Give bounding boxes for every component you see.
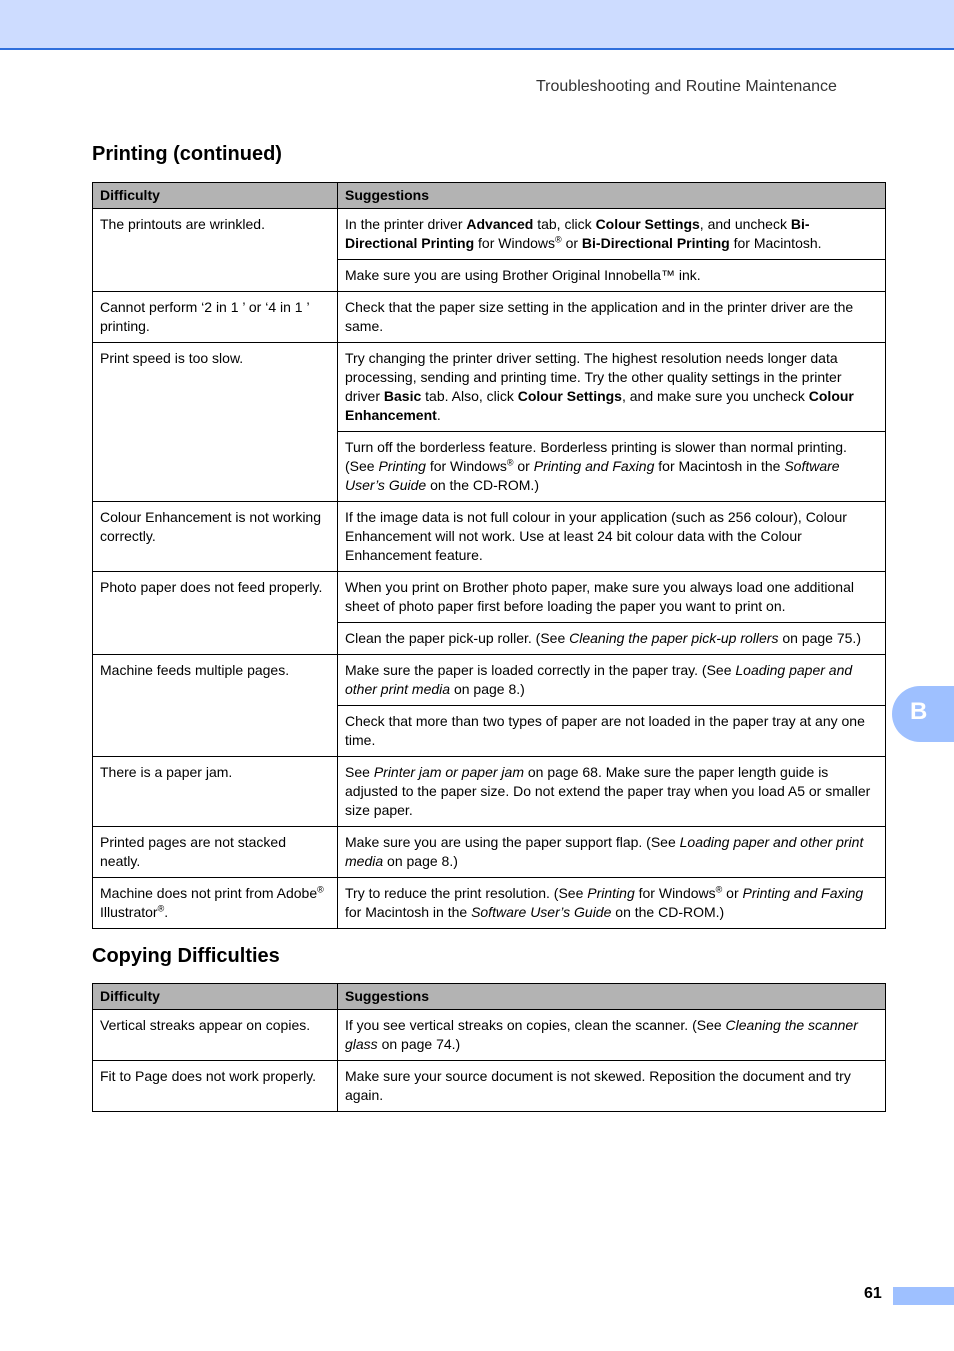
- suggestion-cell: [338, 292, 886, 343]
- section-title-printing: Printing (continued): [92, 143, 282, 165]
- text-run: Printing: [378, 458, 426, 474]
- suggestion-cell: [338, 655, 886, 706]
- text-run: Illustrator: [100, 904, 158, 920]
- difficulty-cell: Colour Enhancement is not working correctly.: [93, 502, 338, 572]
- text-run: tab, click: [533, 216, 596, 232]
- text-run: Loading paper and other print media: [345, 662, 853, 697]
- text-run: on the CD-ROM.): [426, 477, 539, 493]
- text-run: If you see vertical streaks on copies, clean the scanner. (See: [345, 1017, 726, 1033]
- text-run: for Windows: [634, 885, 716, 901]
- text-run: Make sure the paper is loaded correctly in the paper tray. (See: [345, 662, 736, 678]
- suggestion-cell: [338, 343, 886, 432]
- running-header: Troubleshooting and Routine Maintenance: [536, 78, 837, 95]
- text-run: for Macintosh.: [729, 235, 822, 251]
- text-run: Software User’s Guide: [345, 458, 840, 493]
- difficulty-cell: Photo paper does not feed properly.: [93, 572, 338, 655]
- difficulty-cell: Vertical streaks appear on copies.: [93, 1010, 338, 1061]
- text-run: Basic: [383, 388, 422, 404]
- text-run: , and make sure you uncheck: [621, 388, 809, 404]
- table-row: [93, 502, 886, 572]
- table-row: [93, 1061, 886, 1112]
- registered-mark: ®: [157, 903, 165, 914]
- text-run: for Macintosh in the: [654, 458, 785, 474]
- text-run: Colour Settings: [517, 388, 622, 404]
- section-title-copying: Copying Difficulties: [92, 945, 280, 967]
- difficulty-cell: Cannot perform ‘2 in 1 ’ or ‘4 in 1 ’ printing.: [93, 292, 338, 343]
- table-row: [93, 757, 886, 827]
- chapter-tab-label: B: [910, 698, 928, 725]
- text-run: on page 8.): [450, 681, 525, 697]
- text-run: Try to reduce the print resolution. (See: [345, 885, 588, 901]
- text-run: Try changing the printer driver setting. The highest resolution needs longer data processing, sending and printing time. Try the other quality settings in the printer driver: [345, 350, 842, 404]
- suggestion-cell: [338, 878, 886, 929]
- suggestion-cell: [338, 623, 886, 655]
- text-run: Printing: [587, 885, 635, 901]
- text-run: for Windows: [425, 458, 507, 474]
- difficulty-cell: Machine feeds multiple pages.: [93, 655, 338, 757]
- suggestion-cell: [338, 1061, 886, 1112]
- text-run: Printing and Faxing: [742, 885, 864, 901]
- table-header-row: [93, 984, 886, 1010]
- difficulty-cell: The printouts are wrinkled.: [93, 209, 338, 292]
- table-header-row: [93, 183, 886, 209]
- text-run: , and uncheck: [699, 216, 791, 232]
- suggestion-cell: [338, 432, 886, 502]
- text-run: on page 74.): [377, 1036, 461, 1052]
- table-row: [93, 343, 886, 432]
- page-number-bar: [893, 1287, 954, 1305]
- suggestion-cell: [338, 706, 886, 757]
- difficulty-cell: There is a paper jam.: [93, 757, 338, 827]
- table-row: [93, 878, 886, 929]
- text-run: Check that more than two types of paper are not loaded in the paper tray at any one time.: [345, 713, 865, 748]
- text-run: Make sure your source document is not skewed. Reposition the document and try again.: [345, 1068, 851, 1103]
- text-run: Cleaning the scanner glass: [345, 1017, 858, 1052]
- registered-mark: ®: [715, 884, 723, 895]
- difficulty-cell: Print speed is too slow.: [93, 343, 338, 502]
- text-run: Printer jam or paper jam: [373, 764, 524, 780]
- chapter-tab: [892, 686, 954, 742]
- text-run: Printing and Faxing: [533, 458, 655, 474]
- suggestion-cell: [338, 502, 886, 572]
- suggestion-cell: [338, 572, 886, 623]
- difficulty-cell: Fit to Page does not work properly.: [93, 1061, 338, 1112]
- text-run: Cleaning the paper pick-up rollers: [569, 630, 779, 646]
- column-header-suggestions: Suggestions: [338, 984, 886, 1010]
- table-row: [93, 572, 886, 623]
- text-run: on page 75.): [778, 630, 861, 646]
- text-run: When you print on Brother photo paper, make sure you always load one additional sheet of photo paper first before loading the paper you want to print on.: [345, 579, 854, 614]
- table-row: [93, 827, 886, 878]
- registered-mark: ®: [506, 457, 514, 468]
- suggestion-cell: [338, 1010, 886, 1061]
- text-run: or: [561, 235, 582, 251]
- table-row: [93, 209, 886, 260]
- registered-mark: ®: [317, 884, 324, 895]
- difficulty-cell: [93, 878, 338, 929]
- text-run: Make sure you are using Brother Original Innobella™ ink.: [345, 267, 701, 283]
- difficulty-cell: Printed pages are not stacked neatly.: [93, 827, 338, 878]
- text-run: See: [345, 764, 374, 780]
- text-run: or: [722, 885, 743, 901]
- page-number: 61: [864, 1285, 882, 1302]
- text-run: Loading paper and other print media: [345, 834, 864, 869]
- text-run: Colour Enhancement: [345, 388, 854, 423]
- text-run: tab. Also, click: [421, 388, 518, 404]
- suggestion-cell: [338, 827, 886, 878]
- text-run: on the CD-ROM.): [611, 904, 725, 920]
- text-run: Make sure you are using the paper support flap. (See: [345, 834, 680, 850]
- suggestion-cell: [338, 757, 886, 827]
- text-run: Colour Settings: [595, 216, 700, 232]
- text-run: on page 68. Make sure the paper length guide is adjusted to the paper size. Do not extend the paper tray when you load A5 or smaller size paper.: [345, 764, 871, 818]
- text-run: If the image data is not full colour in your application (such as 256 colour), Colour Enhancement will not work. Use at least 24 bit colour data with the Colour Enhancement feature.: [345, 509, 847, 563]
- text-run: Turn off the borderless feature. Borderless printing is slower than normal printing. (See: [345, 439, 847, 474]
- suggestion-cell: [338, 209, 886, 260]
- column-header-suggestions: Suggestions: [338, 183, 886, 209]
- text-run: .: [164, 904, 169, 920]
- text-run: .: [436, 407, 441, 423]
- text-run: Advanced: [466, 216, 534, 232]
- text-run: Bi-Directional Printing: [581, 235, 730, 251]
- text-run: for Macintosh in the: [345, 904, 472, 920]
- text-run: Bi-Directional Printing: [345, 216, 810, 251]
- text-run: Check that the paper size setting in the application and in the printer driver are the same.: [345, 299, 854, 334]
- table-row: [93, 1010, 886, 1061]
- text-run: Clean the paper pick-up roller. (See: [345, 630, 570, 646]
- text-run: In the printer driver: [345, 216, 467, 232]
- suggestion-cell: [338, 260, 886, 292]
- top-header-band: [0, 0, 954, 50]
- table-row: [93, 655, 886, 706]
- text-run: Software User’s Guide: [471, 904, 612, 920]
- table-row: [93, 292, 886, 343]
- text-run: for Windows: [474, 235, 556, 251]
- text-run: or: [513, 458, 534, 474]
- text-run: on page 8.): [383, 853, 458, 869]
- registered-mark: ®: [555, 234, 562, 245]
- printing-table: [92, 182, 886, 929]
- column-header-difficulty: Difficulty: [93, 183, 338, 209]
- text-run: Machine does not print from Adobe: [100, 885, 318, 901]
- column-header-difficulty: Difficulty: [93, 984, 338, 1010]
- copying-table: [92, 983, 886, 1112]
